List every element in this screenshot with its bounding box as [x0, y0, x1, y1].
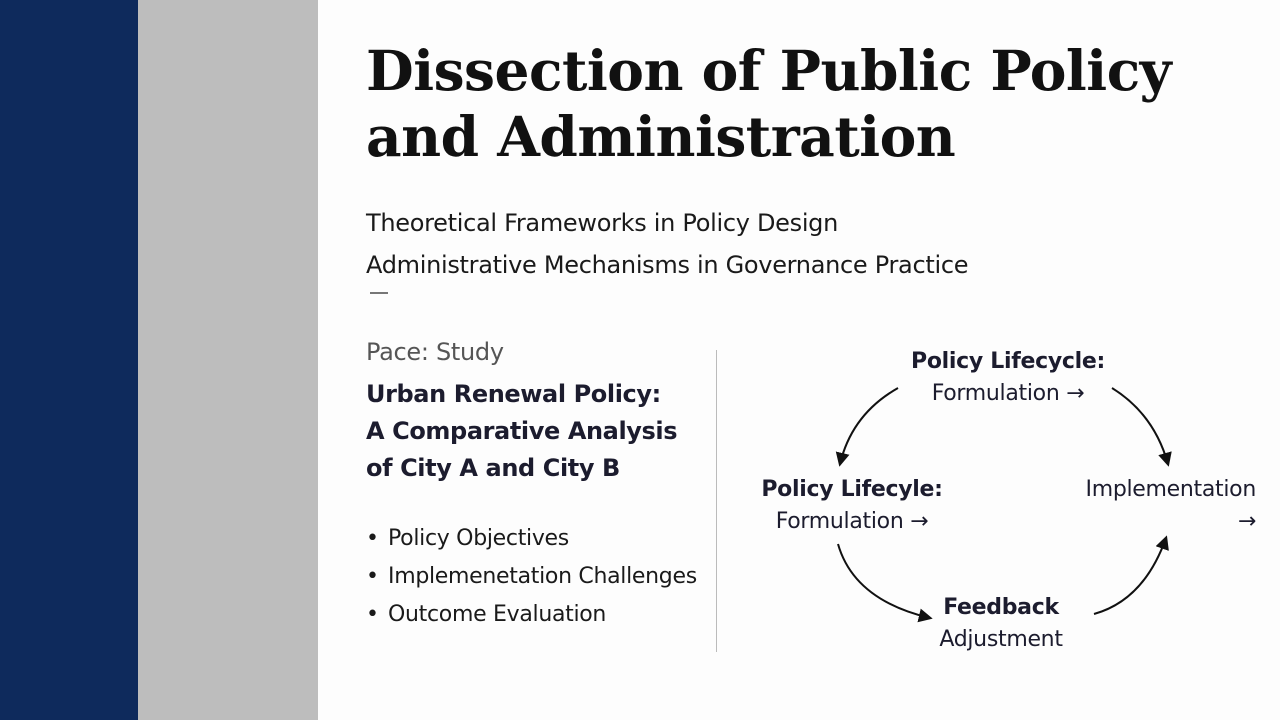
case-study-title-line-2: A Comparative Analysis: [366, 417, 678, 445]
slide-title-line-2: and Administration: [366, 104, 956, 169]
case-study-bullet-list: [366, 520, 697, 634]
cycle-node-feedback: [916, 592, 1086, 656]
cycle-node-subtitle: Formulation →: [931, 381, 1085, 406]
divider-dash: [370, 292, 388, 294]
arrow-top-to-right: [1112, 388, 1168, 464]
cycle-node-title: Policy Lifecycle:: [911, 349, 1105, 374]
arrow-bottom-to-right: [1094, 538, 1166, 614]
cycle-node-subtitle: →: [1237, 509, 1256, 534]
bullet-item: [366, 520, 697, 558]
subtitle-administrative-mechanisms: Administrative Mechanisms in Governance Practice: [366, 251, 969, 279]
slide-title-line-1: Dissection of Public Policy: [366, 38, 1172, 103]
arrow-top-to-left: [840, 388, 898, 464]
gray-side-band: [138, 0, 318, 720]
vertical-divider: [716, 350, 717, 652]
bullet-text: Implemenetation Challenges: [388, 564, 697, 589]
subtitle-theoretical-frameworks: Theoretical Frameworks in Policy Design: [366, 209, 839, 237]
bullet-item: [366, 596, 697, 634]
case-study-title-line-3: of City A and City B: [366, 454, 620, 482]
cycle-node-formulation-left: [732, 474, 972, 538]
cycle-node-title: Policy Lifecyle:: [761, 477, 943, 502]
bullet-dot-icon: •: [366, 602, 379, 627]
cycle-node-title: Implementation: [1085, 477, 1256, 502]
bullet-text: Outcome Evaluation: [388, 602, 607, 627]
case-study-title-line-1: Urban Renewal Policy:: [366, 380, 661, 408]
bullet-text: Policy Objectives: [388, 526, 569, 551]
case-study-title: [366, 376, 706, 487]
cycle-node-subtitle: Formulation →: [775, 509, 929, 534]
cycle-node-subtitle: Adjustment: [939, 627, 1063, 652]
policy-lifecycle-diagram: [720, 330, 1280, 680]
bullet-dot-icon: •: [366, 526, 379, 551]
bullet-item: [366, 558, 697, 596]
cycle-node-title: Feedback: [943, 595, 1059, 620]
cycle-node-implementation: [1060, 474, 1256, 538]
case-study-label: Pace: Study: [366, 338, 504, 366]
slide-title: [366, 38, 1246, 170]
navy-side-band: [0, 0, 138, 720]
cycle-node-formulation-top: [898, 346, 1118, 410]
bullet-dot-icon: •: [366, 564, 379, 589]
